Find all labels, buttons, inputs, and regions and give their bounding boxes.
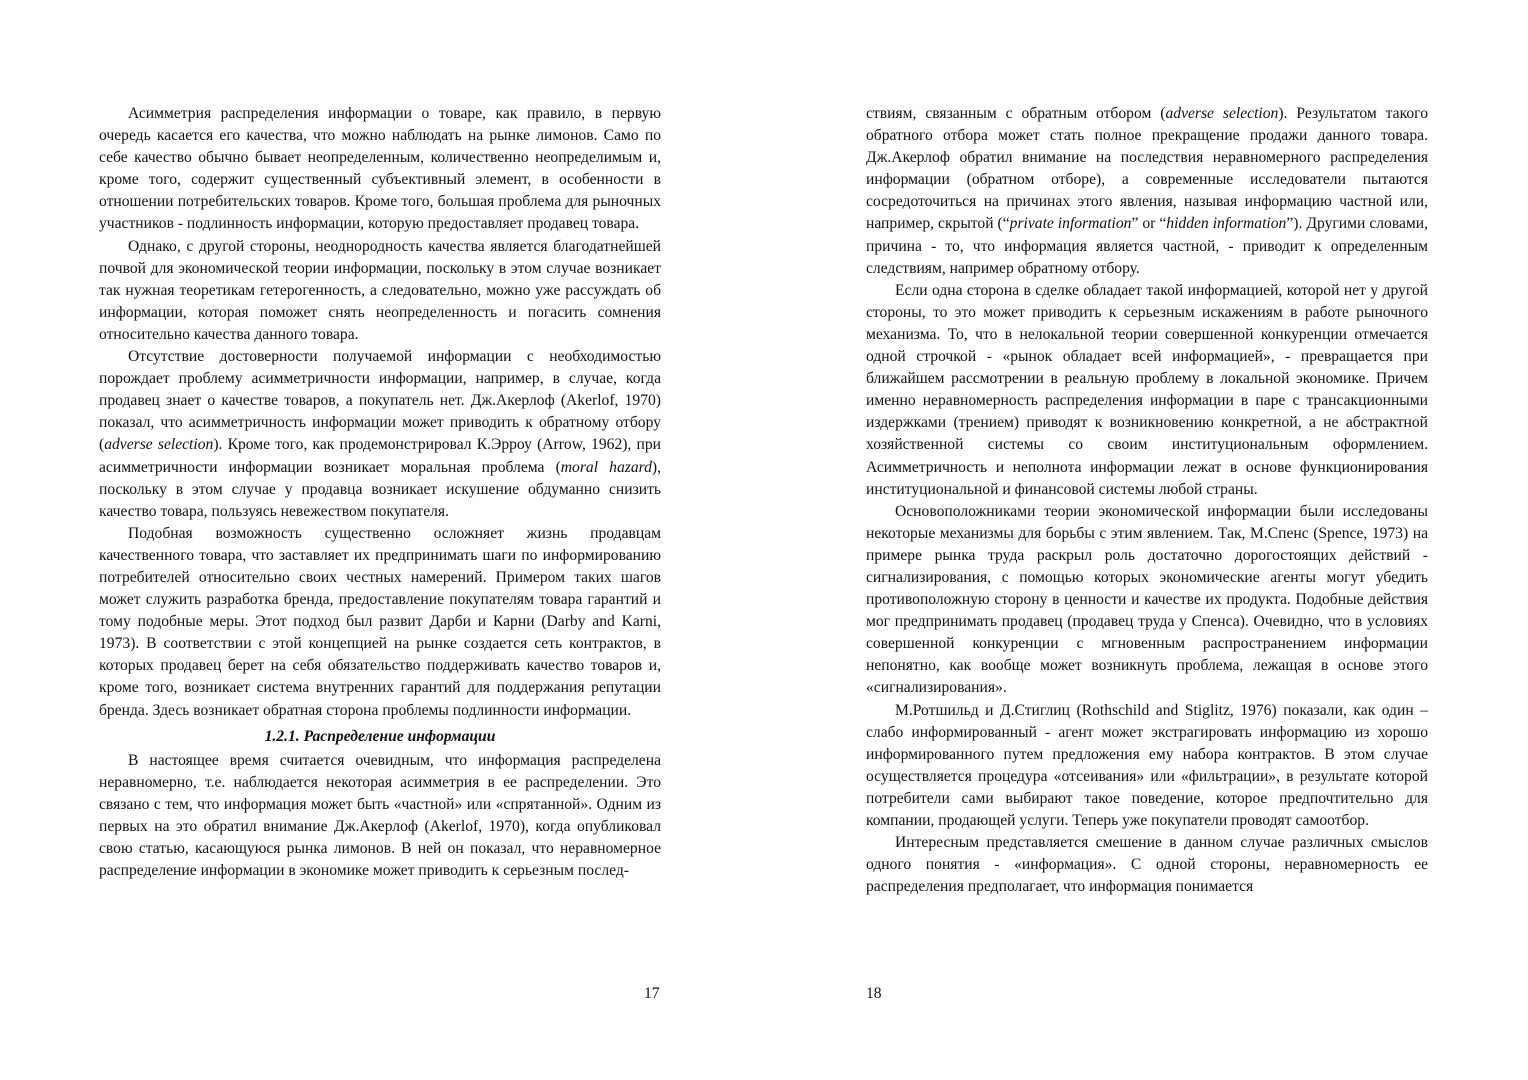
page-number: 18 bbox=[866, 985, 882, 1002]
page-number: 17 bbox=[644, 985, 660, 1002]
paragraph: В настоящее время считается очевидным, что информация распределена неравномерно, т.е. наблюдается некоторая асимметрия в ее распределении. Это связано с тем, что информация может быть «частной» или «спрятанной». Одним из первых на это обратил внимание Дж.Акерлоф (Akerlof, 1970), когда опубликовал свою статью, касающуюся рынка лимонов. В ней он показал, что неравномерное распределение информации в экономике может приводить к серьезным послед- bbox=[99, 751, 661, 880]
section-heading: 1.2.1. Распределение информации bbox=[264, 727, 496, 745]
paragraph: Основоположниками теории экономической информации были исследованы некоторые механизмы для борьбы с этим явлением. Так, М.Спенс (Spence, 1973) на примере рынка труда раскрыл роль достаточно дорогостоящих действий - сигнализирования, с помощью которых экономические агенты могут убедить противоположную сторону в ценности и качестве их продукта. Подобные действия мог предпринимать продавец (продавец труда у Спенса). Очевидно, что в условиях совершенной конкуренции с мгновенным распространением информации непонятно, как вообще может возникнуть проблема, лежащая в основе этого «сигнализирования». bbox=[866, 502, 1428, 697]
paragraph: ствиям, связанным с обратным отбором (adverse selection). Результатом такого обратного отбора может стать полное прекращение продажи данного товара. Дж.Акерлоф обратил внимание на последствия неравномерного распределения информации (обратном отборе), а современные исследователи пытаются сосредоточиться на причинах этого явления, называя информацию частной или, например, скрытой (“private information” or “hidden information”). Другими словами, причина - то, что информация является частной, - приводит к определенным следствиям, например обратному отбору. bbox=[866, 105, 1429, 277]
paragraph: Отсутствие достоверности получаемой информации с необходимостью порождает проблему асимметричности информации, например, в случае, когда продавец знает о качестве товаров, а покупатель нет. Дж.Акерлоф (Akerlof, 1970) показал, что асимметричность информации может приводить к обратному отбору (adverse selection). Кроме того, как продемонстрировал К.Эрроу (Arrow, 1962), при асимметричности информации возникает моральная проблема (moral hazard), поскольку в этом случае у продавца возникает искушение обдуманно снизить качество товара, пользуясь невежеством покупателя. bbox=[99, 348, 662, 520]
paragraph: Подобная возможность существенно осложняет жизнь продавцам качественного товара, что заставляет их предпринимать шаги по информированию потребителей относительно своих честных намерений. Примером таких шагов может служить разработка бренда, предоставление покупателям товара гарантий и тому подобные меры. Этот подход был развит Дарби и Карни (Darby and Karni, 1973). В соответствии с этой концепцией на рынке создается сеть контрактов, в которых продавец берет на себя обязательство поддерживать качество товаров и, кроме того, возникает система внутренних гарантий для поддержания репутации бренда. Здесь возникает обратная сторона проблемы подлинности информации. bbox=[99, 524, 661, 719]
paragraph: Интересным представляется смешение в данном случае различных смыслов одного понятия - «информация». С одной стороны, неравномерность ее распределения предполагает, что информация понимается bbox=[866, 834, 1428, 896]
left-text-column bbox=[99, 103, 661, 882]
paragraph: Асимметрия распределения информации о товаре, как правило, в первую очередь касается его качества, что можно наблюдать на рынке лимонов. Само по себе качество обычно бывает неопределенным, количественно неопределимым и, кроме того, содержит существенный субъективный элемент, в особенности в отношении потребительских товаров. Кроме того, большая проблема для рыночных участников - подлинность информации, которую предоставляет продавец товара. bbox=[99, 105, 661, 233]
paragraph: М.Ротшильд и Д.Стиглиц (Rothschild and Stiglitz, 1976) показали, как один – слабо информированный - агент может экстрагировать информацию из хорошо информированного путем предложения ему набора контрактов. В этом случае осуществляется процедура «отсеивания» или «фильтрации», в результате которой потребители сами выбирают такое поведение, которое предпочтительно для компании, продающей услуги. Теперь уже покупатели проводят самоотбор. bbox=[866, 701, 1428, 829]
paragraph: Однако, с другой стороны, неоднородность качества является благодатнейшей почвой для экономической теории информации, поскольку в этом случае возникает так нужная теоретикам гетерогенность, а следовательно, можно уже рассуждать об информации, которая поможет снять неопределенность и погасить сомнения относительно качества данного товара. bbox=[99, 237, 661, 343]
paragraph: Если одна сторона в сделке обладает такой информацией, которой нет у другой стороны, то это может приводить к серьезным искажениям в работе рыночного механизма. То, что в нелокальной теории совершенной конкуренции отмечается одной строчкой - «рынок обладает всей информацией», - превращается при ближайшем рассмотрении в реальную проблему в локальной экономике. Причем именно неравномерность распределения информации в паре с трансакционными издержками (трением) приводят к возникновению конкретной, а не абстрактной хозяйственной системы со своим институциональным оформлением. Асимметричность и неполнота информации лежат в основе функционирования институциональной и финансовой системы любой страны. bbox=[866, 281, 1428, 498]
right-page bbox=[764, 0, 1528, 1080]
right-text-column bbox=[866, 103, 1428, 898]
